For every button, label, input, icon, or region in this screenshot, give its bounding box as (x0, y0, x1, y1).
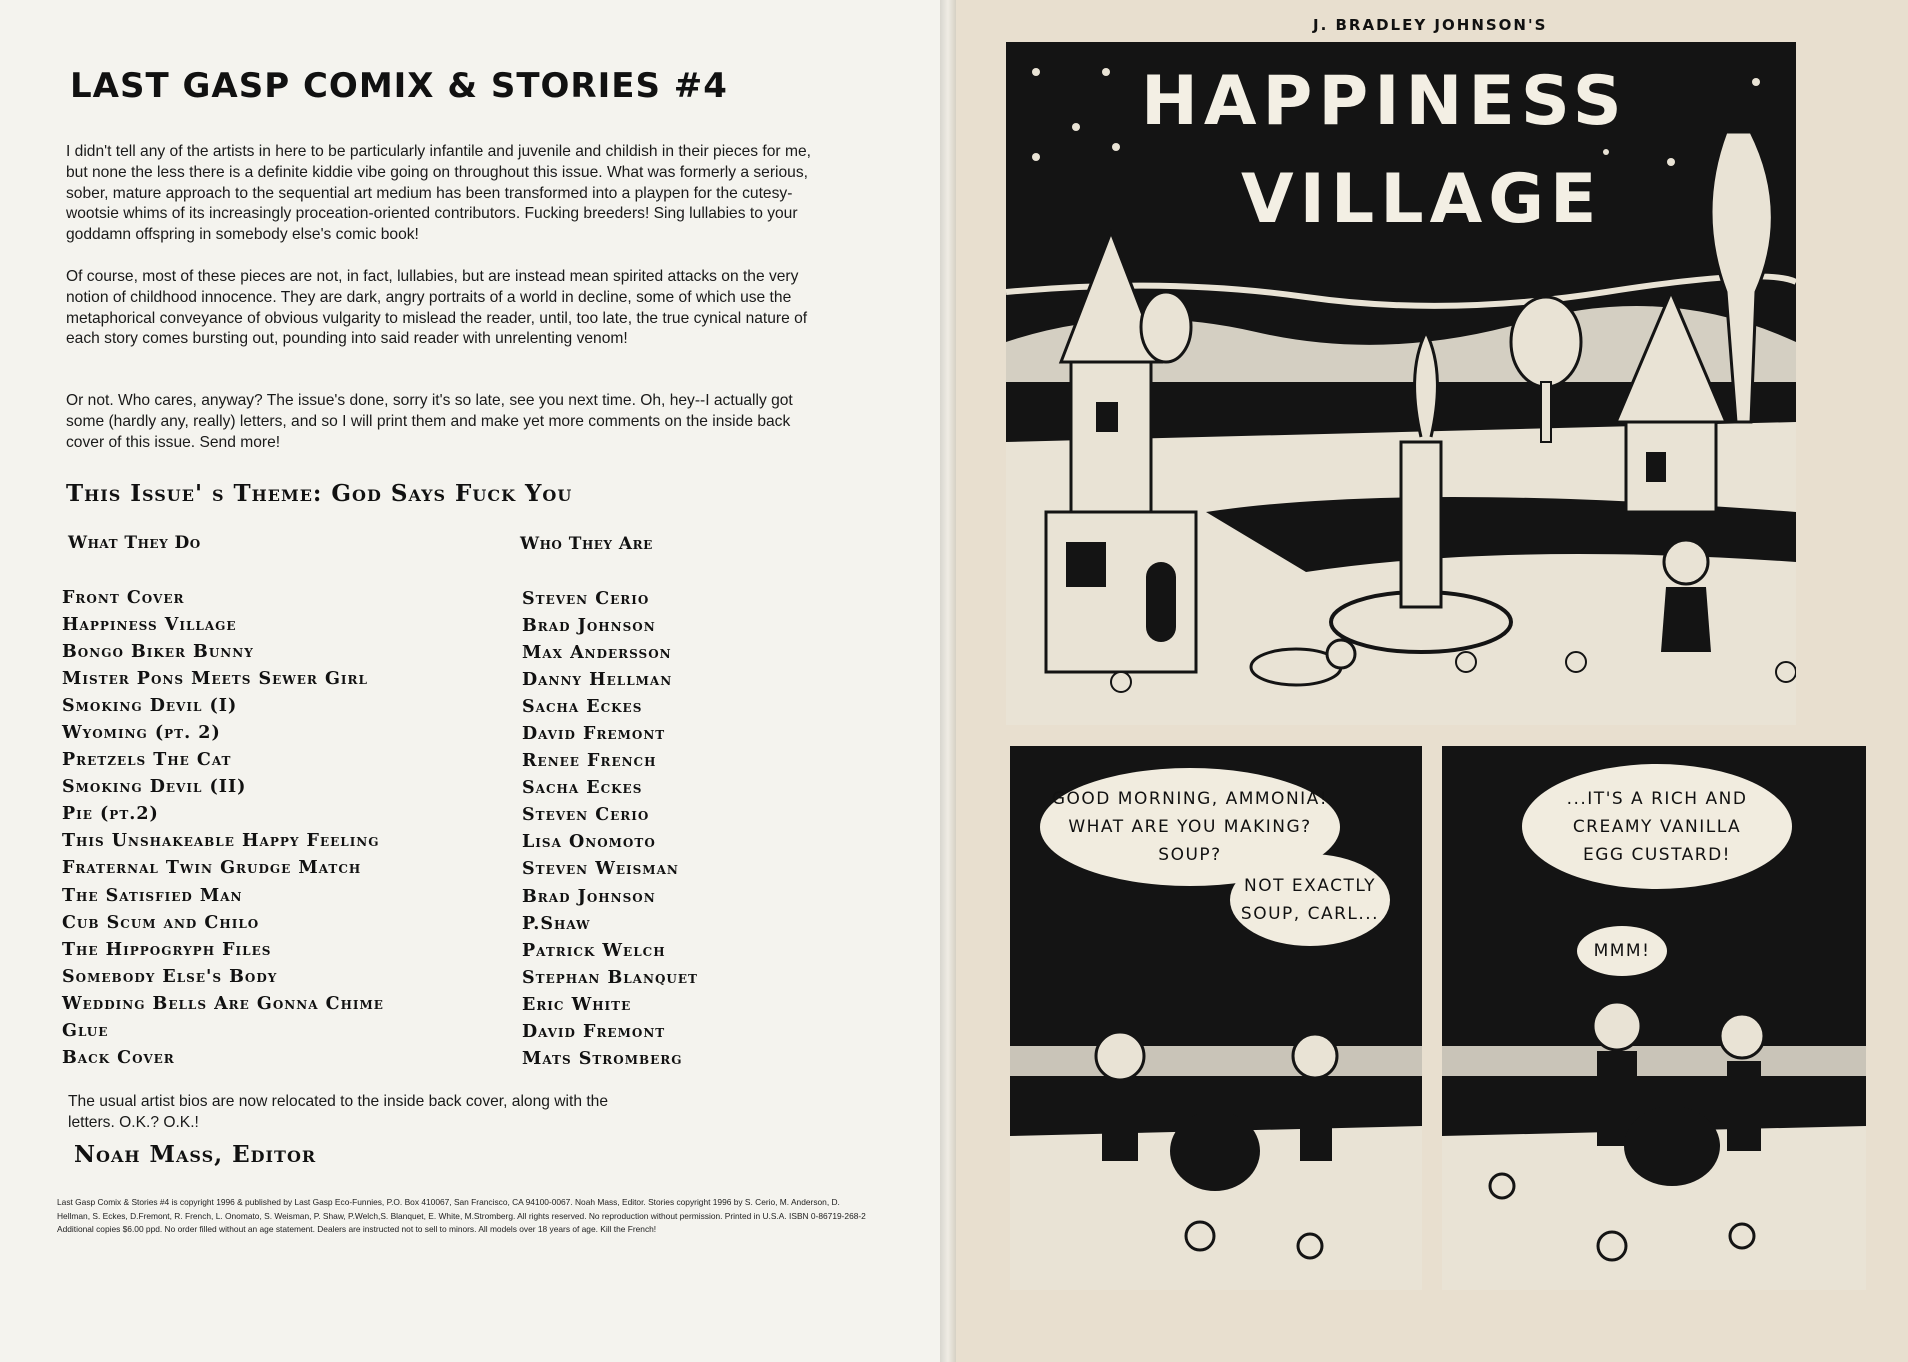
contents-item-artist: Sacha Eckes (522, 697, 643, 718)
contents-item-artist: David Fremont (522, 724, 666, 745)
theme-heading: This Issue' s Theme: God Says Fuck You (66, 480, 573, 507)
contents-item-title: Front Cover (62, 588, 185, 608)
contents-item-title: The Hippogryph Files (62, 939, 272, 960)
comic-byline: J. BRADLEY JOHNSON'S (1313, 16, 1548, 34)
contents-who-list (522, 586, 698, 1073)
comic-panel-3 (1442, 746, 1866, 1290)
contents-item-artist: Patrick Welch (522, 940, 666, 961)
contents-item-title: Smoking Devil (I) (62, 696, 238, 717)
page-title: LAST GASP COMIX & STORIES #4 (70, 66, 728, 106)
village-illustration (1006, 42, 1796, 725)
copyright-fine-print: Last Gasp Comix & Stories #4 is copyright 1996 & published by Last Gasp Eco-Funnies, P.O. Box 410067, San Francisco, CA 94100-0067. Noah Mass, Editor. Stories copyright 1996 by S. Cerio, M. Anderson, D. Hellman, S. Eckes, D.Fremont, R. French, L. Onomato, S. Weisman, P. Shaw, P.Welch,S. Blanquet, E. White, M.Stromberg. All rights reserved. No reproduction without permission. Printed in U.S.A. ISBN 0-86719-268-2 Additional copies $6.00 ppd. No order filled without an age statement. Dealers are instructed not to sell to minors. All models over 18 years of age. Kill the French! (57, 1197, 866, 1234)
column-heading-what: What They Do (68, 533, 201, 553)
contents-item-title: Glue (62, 1020, 109, 1041)
intro-paragraph-1: I didn't tell any of the artists in here to be particularly infantile and juvenile and childish in their pieces for me, but none the less there is a definite kiddie vibe going on throughout this issue. What was formerly a serious, sober, mature approach to the sequential art medium has been transformed into a playpen for the cutesy-wootsie whims of its increasingly proceation-oriented contributors. Fucking breeders! Sing lullabies to your goddamn offspring in somebody else's comic book! (66, 143, 811, 244)
contents-item-title: Somebody Else's Body (62, 966, 278, 987)
contents-item-artist: Danny Hellman (522, 670, 673, 691)
contents-item-title: The Satisfied Man (62, 885, 243, 906)
contents-item-title: Pie (pt.2) (62, 804, 159, 825)
contents-item-title: Back Cover (62, 1047, 175, 1068)
contents-item-artist: Steven Weisman (522, 859, 679, 880)
speech-bubble-ammonia: NOT EXACTLY SOUP, CARL... (1230, 854, 1390, 946)
contents-item-title: Bongo Biker Bunny (62, 642, 254, 663)
contents-item-artist: Brad Johnson (522, 886, 656, 907)
contents-item-artist: Stephan Blanquet (522, 967, 698, 988)
contents-what-list (62, 585, 384, 1072)
contents-item-title: Cub Scum and Chilo (62, 912, 260, 933)
comic-title-line-2: VILLAGE (1241, 160, 1603, 239)
comic-panel-splash (1006, 42, 1796, 725)
contents-item-artist: Eric White (522, 994, 632, 1015)
speech-bubble-carl: GOOD MORNING, AMMONIA! WHAT ARE YOU MAKING? SOUP? (1040, 768, 1340, 886)
editor-credit: Noah Mass, Editor (74, 1141, 317, 1168)
contents-item-title: Wyoming (pt. 2) (62, 723, 221, 744)
intro-paragraph-2: Of course, most of these pieces are not, in fact, lullabies, but are instead mean spirited attacks on the very notion of childhood innocence. They are dark, angry portraits of a world in decline, some of which use the metaphorical conveyance of obvious vulgarity to mislead the reader, until, too late, the true cynical nature of each story comes bursting out, pounding into said reader with unrelenting venom! (66, 268, 808, 348)
contents-item-artist: Lisa Onomoto (522, 832, 656, 853)
contents-item-artist: Max Andersson (522, 643, 672, 664)
contents-item-title: Happiness Village (62, 615, 237, 636)
contents-item-artist: David Fremont (522, 1021, 666, 1042)
contents-item-artist: Steven Cerio (522, 805, 650, 826)
column-heading-who: Who They Are (520, 534, 653, 554)
comic-title-line-1: HAPPINESS (1141, 62, 1628, 141)
contents-item-artist: Brad Johnson (522, 616, 656, 637)
contents-item-artist: P.Shaw (522, 913, 591, 934)
contents-item-title: This Unshakeable Happy Feeling (62, 831, 380, 852)
comic-page (956, 0, 1908, 1362)
intro-paragraph-3: Or not. Who cares, anyway? The issue's done, sorry it's so late, see you next time. Oh, hey--I actually got some (hardly any, really) letters, and so I will print them and make yet more comments on the inside back cover of this issue. Send more! (66, 392, 793, 451)
speech-bubble-mmm: MMM! (1577, 926, 1667, 976)
contents-item-artist: Mats Stromberg (522, 1048, 683, 1069)
contents-item-title: Wedding Bells Are Gonna Chime (62, 993, 384, 1014)
contents-item-title: Fraternal Twin Grudge Match (62, 858, 362, 879)
contents-item-artist: Steven Cerio (522, 589, 650, 609)
comic-panel-2 (1010, 746, 1422, 1290)
contents-item-title: Smoking Devil (II) (62, 777, 247, 798)
left-page (0, 0, 948, 1362)
contents-item-title: Mister Pons Meets Sewer Girl (62, 669, 368, 690)
contents-item-artist: Renee French (522, 751, 657, 772)
contents-item-artist: Sacha Eckes (522, 778, 643, 799)
contents-item-title: Pretzels The Cat (62, 750, 232, 771)
bios-note: The usual artist bios are now relocated to the inside back cover, along with the letters. O.K.? O.K.! (68, 1093, 609, 1131)
speech-bubble-custard: ...IT'S A RICH AND CREAMY VANILLA EGG CUSTARD! (1522, 764, 1792, 889)
